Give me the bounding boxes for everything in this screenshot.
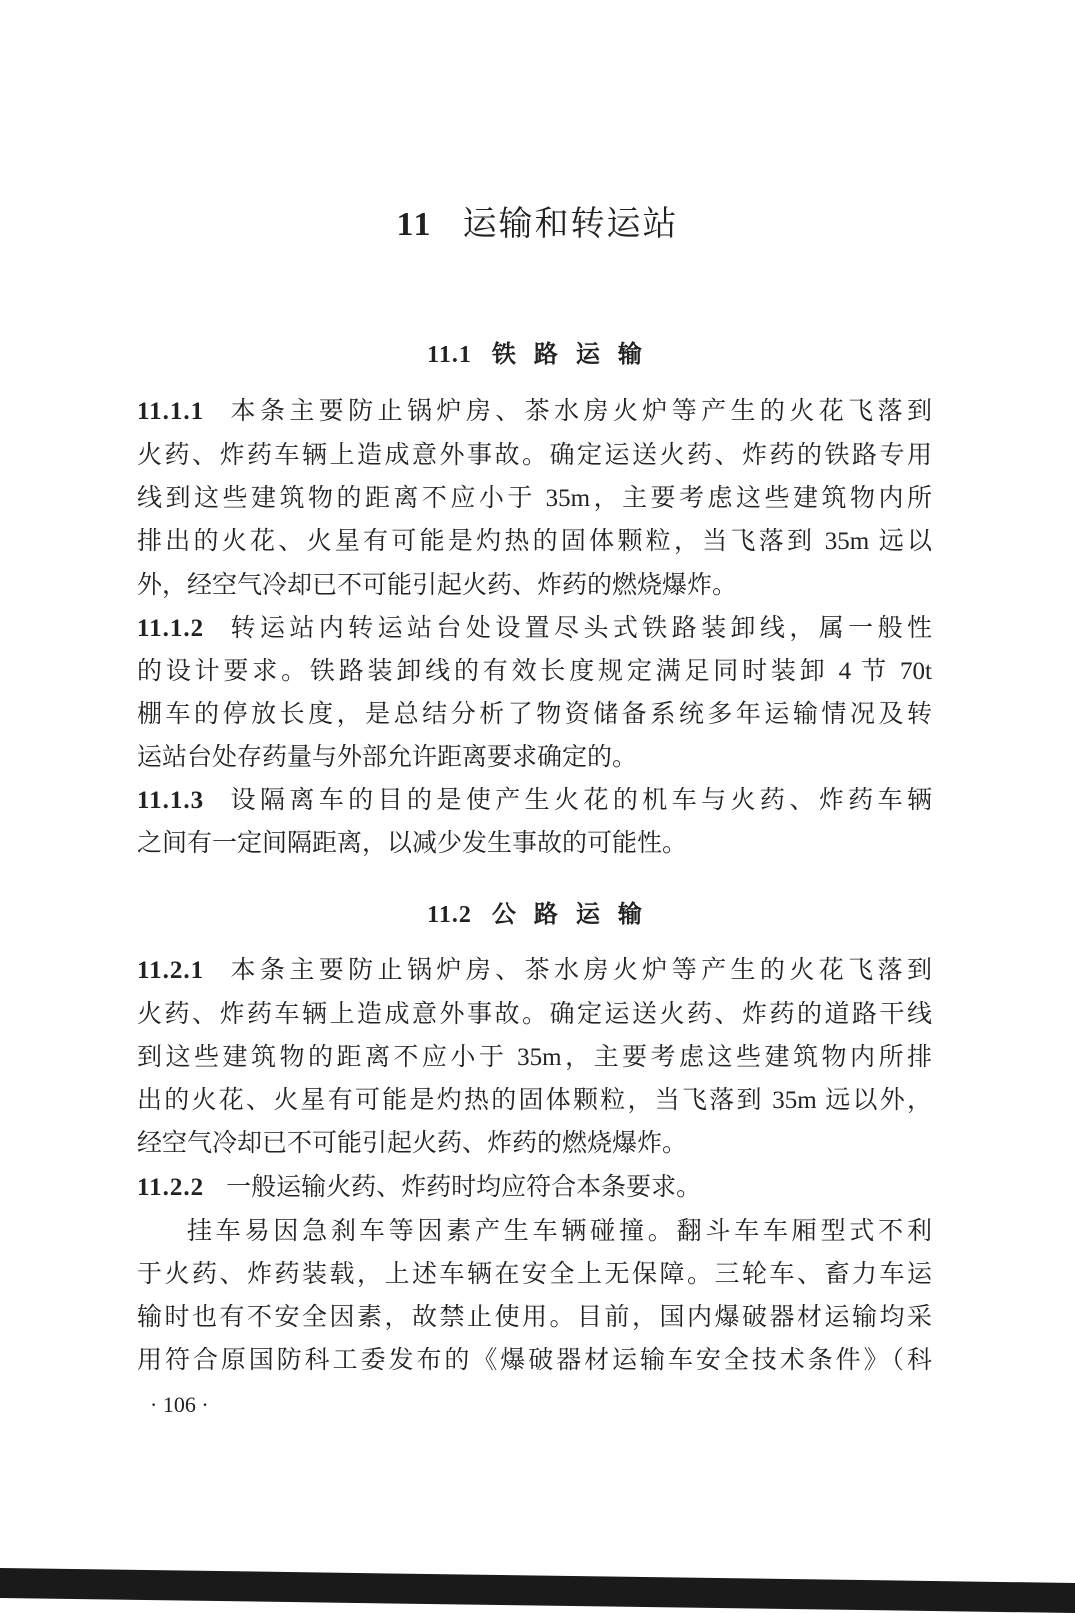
text-line (137, 695, 932, 735)
text-line (137, 995, 932, 1035)
clause-number: 11.1.1 (137, 398, 205, 425)
text-line (137, 609, 932, 649)
line-text: 输时也有不安全因素，故禁止使用。目前，国内爆破器材运输均采 (137, 1304, 932, 1331)
section-heading (0, 894, 1075, 929)
chapter-number: 11 (396, 206, 433, 243)
line-text: 的设计要求。铁路装卸线的有效长度规定满足同时装卸 4 节 70t (137, 658, 932, 685)
line-text: 之间有一定间隔距离，以减少发生事故的可能性。 (137, 830, 688, 857)
text-line (137, 951, 932, 991)
text-line (137, 1038, 932, 1078)
line-text: 于火药、炸药装载，上述车辆在安全上无保障。三轮车、畜力车运 (137, 1261, 932, 1288)
line-text: 火药、炸药车辆上造成意外事故。确定运送火药、炸药的道路干线 (137, 1001, 932, 1028)
text-line (137, 436, 932, 476)
text-line (137, 479, 932, 519)
text-line (137, 824, 932, 864)
line-text: 一般运输火药、炸药时均应符合本条要求。 (226, 1174, 702, 1201)
text-line (137, 1298, 932, 1338)
line-text: 本条主要防止锅炉房、茶水房火炉等产生的火花飞落到 (226, 398, 932, 425)
text-line (137, 1124, 932, 1164)
clause-number: 11.2.2 (137, 1174, 205, 1201)
clause-number: 11.1.2 (137, 615, 205, 642)
text-line (137, 522, 932, 562)
line-text: 排出的火花、火星有可能是灼热的固体颗粒，当飞落到 35m 远以 (137, 528, 932, 555)
line-text: 转运站内转运站台处设置尽头式铁路装卸线，属一般性 (226, 615, 932, 642)
line-text: 出的火花、火星有可能是灼热的固体颗粒，当飞落到 35m 远以外， (137, 1087, 932, 1114)
clause-number: 11.1.3 (137, 787, 205, 814)
line-text: 经空气冷却已不可能引起火药、炸药的燃烧爆炸。 (137, 1130, 688, 1157)
line-text: 本条主要防止锅炉房、茶水房火炉等产生的火花飞落到 (226, 957, 932, 984)
scan-edge-shadow (0, 1568, 1075, 1613)
text-line (137, 781, 932, 821)
text-line (187, 1212, 932, 1252)
section-title: 公 路 运 输 (491, 902, 648, 928)
section-heading (0, 334, 1075, 369)
line-text: 运站台处存药量与外部允许距离要求确定的。 (137, 744, 638, 771)
text-line (137, 1081, 932, 1121)
chapter-title (0, 196, 1075, 245)
section-title: 铁 路 运 输 (491, 342, 648, 368)
line-text: 挂车易因急刹车等因素产生车辆碰撞。翻斗车车厢型式不利 (187, 1218, 932, 1245)
line-text: 火药、炸药车辆上造成意外事故。确定运送火药、炸药的铁路专用 (137, 442, 932, 469)
text-line (137, 1341, 932, 1381)
line-text: 棚车的停放长度，是总结分析了物资储备系统多年运输情况及转 (137, 701, 932, 728)
chapter-title-text: 运输和转运站 (462, 206, 679, 243)
text-line (137, 392, 932, 432)
line-text: 外，经空气冷却已不可能引起火药、炸药的燃烧爆炸。 (137, 572, 738, 599)
line-text: 线到这些建筑物的距离不应小于 35m，主要考虑这些建筑物内所 (137, 485, 932, 512)
clause-number: 11.2.1 (137, 957, 205, 984)
section-number: 11.1 (427, 342, 472, 368)
line-text: 用符合原国防科工委发布的《爆破器材运输车安全技术条件》（科 (137, 1347, 932, 1374)
line-text: 设隔离车的目的是使产生火花的机车与火药、炸药车辆 (226, 787, 932, 814)
page-number: · 106 · (150, 1392, 209, 1417)
text-line (137, 566, 932, 606)
line-text: 到这些建筑物的距离不应小于 35m，主要考虑这些建筑物内所排 (137, 1044, 932, 1071)
text-line (137, 1168, 932, 1208)
text-line (137, 652, 932, 692)
section-number: 11.2 (427, 902, 472, 928)
text-line (137, 738, 932, 778)
text-line (137, 1255, 932, 1295)
